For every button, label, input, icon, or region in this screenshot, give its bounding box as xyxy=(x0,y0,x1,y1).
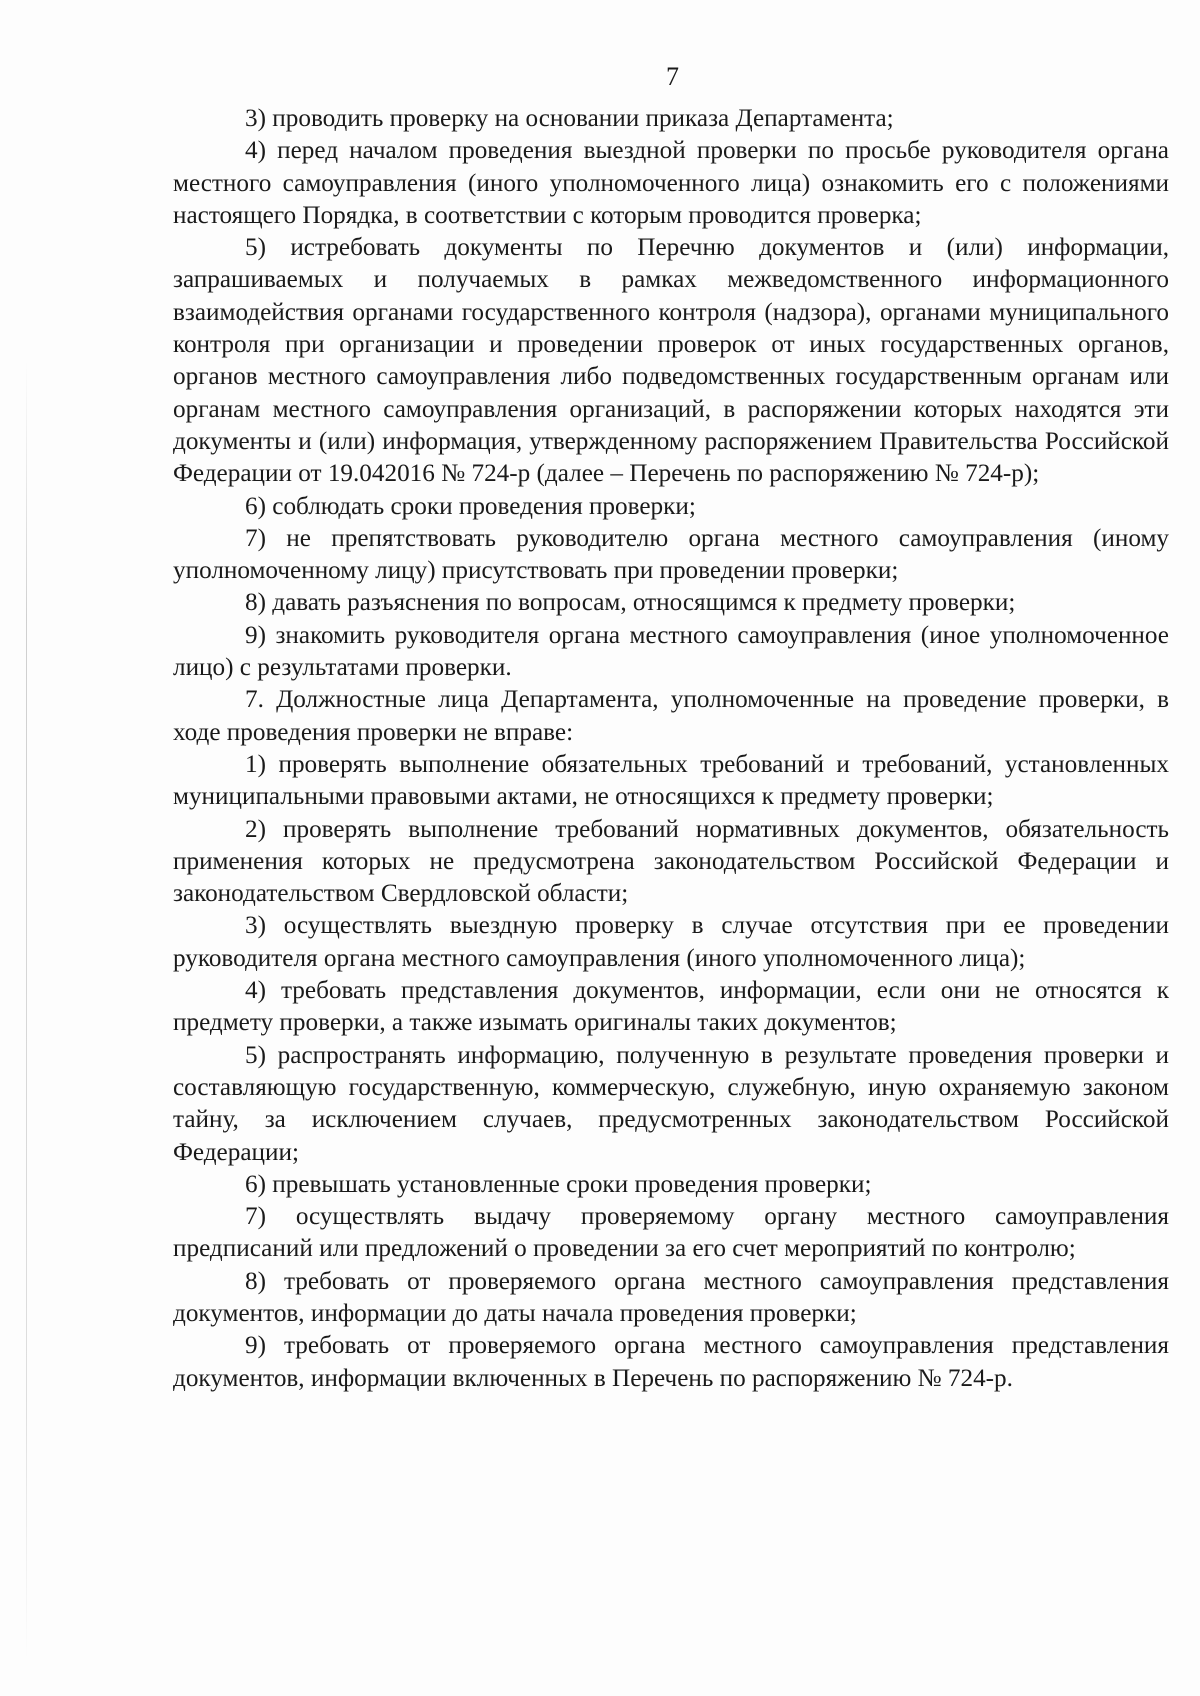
page-number: 7 xyxy=(666,62,679,91)
paragraph-3: 5) истребовать документы по Перечню документов и (или) информации, запрашиваемых и получаемых в рамках межведомственного информационного взаимодействия органами государственного контроля (надзора), органами муниципального контроля при организации и проведении проверок от иных государственных органов, органов местного самоуправления либо подведомственных государственным органам или органам местного самоуправления организаций, в распоряжении которых находятся эти документы и (или) информация, утвержденному распоряжением Правительства Российской Федерации от 19.042016 № 724-р (далее – Перечень по распоряжению № 724-р); xyxy=(173,234,1169,488)
paragraph-17: 9) требовать от проверяемого органа местного самоуправления представления документов, информации включенных в Перечень по распоряжению № 724-р. xyxy=(173,1332,1169,1392)
paragraph-10: 2) проверять выполнение требований нормативных документов, обязательность применения которых не предусмотрена законодательством Российской Федерации и законодательством Свердловской области; xyxy=(173,815,1169,908)
paragraph-9: 1) проверять выполнение обязательных требований и требований, установленных муниципальными правовыми актами, не относящихся к предмету проверки; xyxy=(173,750,1169,811)
paragraph-16: 8) требовать от проверяемого органа местного самоуправления представления документов, информации до даты начала проведения проверки; xyxy=(173,1267,1169,1327)
paragraph-6: 8) давать разъяснения по вопросам, относящимся к предмету проверки; xyxy=(245,589,1016,617)
document-body xyxy=(173,103,1169,1395)
section-heading-7: 7. Должностные лица Департамента, уполномоченные на проведение проверки, в ходе проведения проверки не вправе: xyxy=(173,686,1169,746)
paragraph-13: 5) распространять информацию, полученную в результате проведения проверки и составляющую государственную, коммерческую, служебную, иную охраняемую законом тайну, за исключением случаев, предусмотренных законодательством Российской Федерации; xyxy=(173,1041,1169,1166)
paragraph-5: 7) не препятствовать руководителю органа местного самоуправления (иному уполномоченному лицу) присутствовать при проведении проверки; xyxy=(173,524,1169,585)
paragraph-11: 3) осуществлять выездную проверку в случае отсутствия при ее проведении руководителя органа местного самоуправления (иного уполномоченного лица); xyxy=(173,912,1169,972)
scan-edge-line xyxy=(26,360,27,1660)
paragraph-4: 6) соблюдать сроки проведения проверки; xyxy=(245,492,696,520)
paragraph-14: 6) превышать установленные сроки проведения проверки; xyxy=(245,1170,872,1198)
paragraph-7: 9) знакомить руководителя органа местного самоуправления (иное уполномоченное лицо) с результатами проверки. xyxy=(173,621,1169,682)
paragraph-1: 3) проводить проверку на основании приказа Департамента; xyxy=(245,105,894,132)
paragraph-15: 7) осуществлять выдачу проверяемому органу местного самоуправления предписаний или предложений о проведении за его счет мероприятий по контролю; xyxy=(173,1203,1169,1263)
paragraph-2: 4) перед началом проведения выездной проверки по просьбе руководителя органа местного самоуправления (иного уполномоченного лица) ознакомить его с положениями настоящего Порядка, в соответствии с которым проводится проверка; xyxy=(173,137,1169,229)
paragraph-12: 4) требовать представления документов, информации, если они не относятся к предмету проверки, а также изымать оригиналы таких документов; xyxy=(173,977,1169,1037)
